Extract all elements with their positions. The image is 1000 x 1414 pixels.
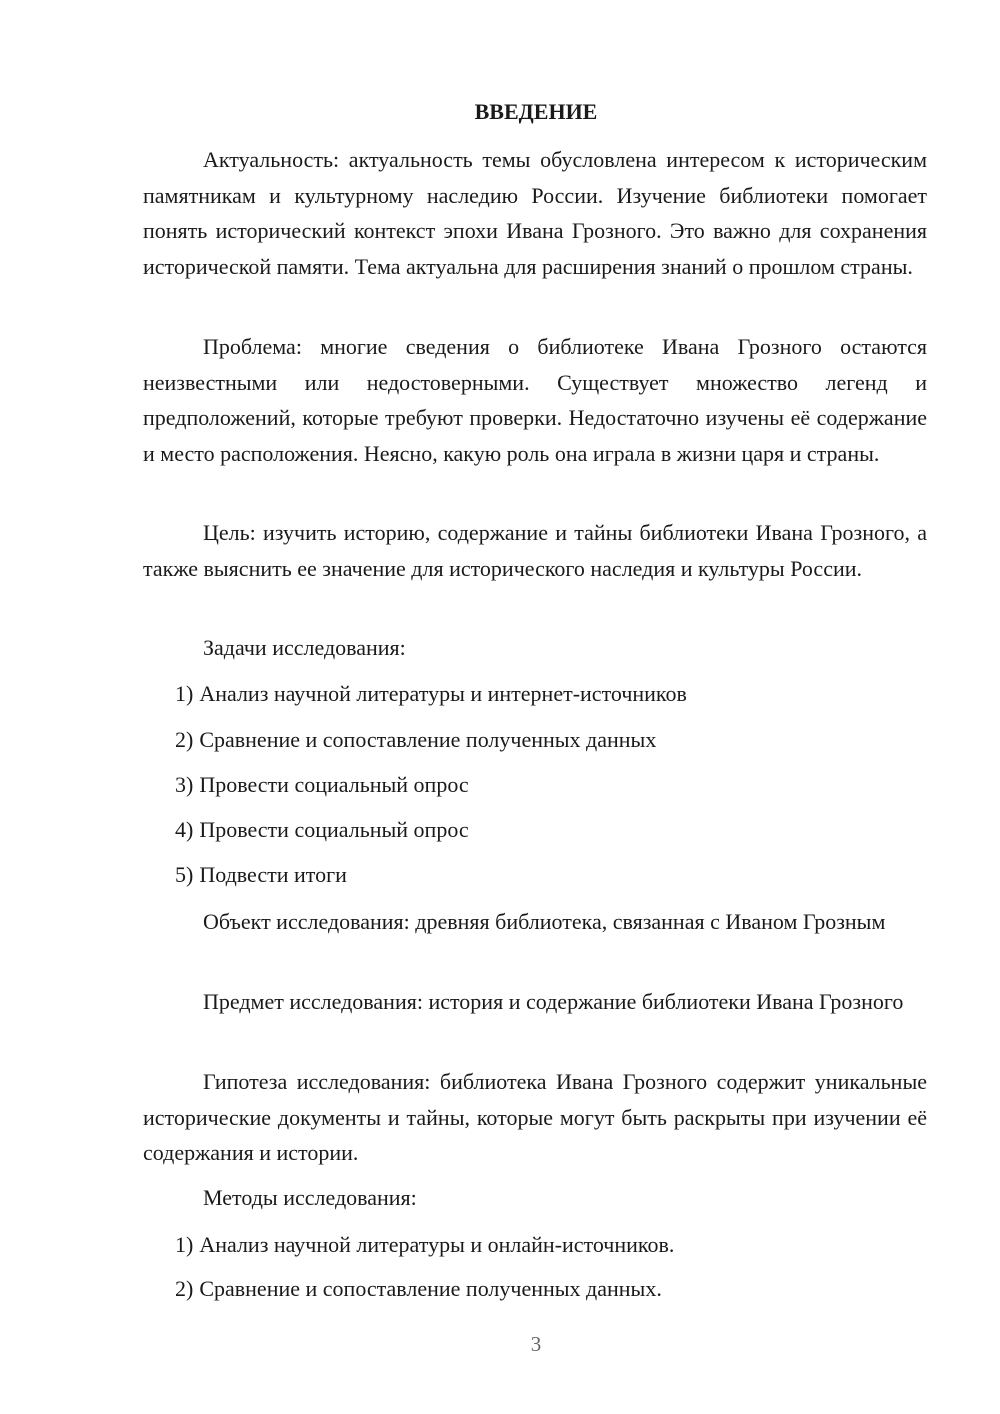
relevance-paragraph: Актуальность: актуальность темы обусловлена интересом к историческим памятникам и культурному наследию России. Изучение библиотеки помогает понять исторический контекст эпохи Ивана Грозного. Это важно для сохранения исторической памяти. Тема актуальна для расширения знаний о прошлом страны. xyxy=(143,147,927,279)
task-text: Провести социальный опрос xyxy=(199,817,469,842)
task-number: 2) xyxy=(175,727,194,752)
method-item xyxy=(175,1271,662,1306)
task-item xyxy=(175,676,687,711)
tasks-heading: Задачи исследования: xyxy=(203,635,406,660)
problem-paragraph: Проблема: многие сведения о библиотеке Ивана Грозного остаются неизвестными или недостоверными. Существует множество легенд и предположений, которые требуют проверки. Недостаточно изучены её содержание и место расположения. Неясно, какую роль она играла в жизни царя и страны. xyxy=(143,334,927,466)
goal-paragraph: Цель: изучить историю, содержание и тайны библиотеки Ивана Грозного, а также выяснить ее значение для исторического наследия и культуры России. xyxy=(143,520,927,581)
task-text: Анализ научной литературы и интернет-источников xyxy=(199,681,687,706)
task-item xyxy=(175,857,347,892)
task-text: Подвести итоги xyxy=(199,862,347,887)
task-item xyxy=(175,812,469,847)
method-number: 2) xyxy=(175,1276,194,1301)
task-item xyxy=(175,767,469,802)
task-number: 3) xyxy=(175,772,194,797)
page-number: 3 xyxy=(530,1332,542,1356)
task-item xyxy=(175,722,656,757)
object-paragraph: Объект исследования: древняя библиотека, связанная с Иваном Грозным xyxy=(203,909,886,934)
method-text: Сравнение и сопоставление полученных данных. xyxy=(199,1276,662,1301)
method-text: Анализ научной литературы и онлайн-источников. xyxy=(199,1232,675,1257)
method-item xyxy=(175,1227,674,1262)
hypothesis-paragraph: Гипотеза исследования: библиотека Ивана Грозного содержит уникальные исторические документы и тайны, которые могут быть раскрыты при изучении её содержания и истории. xyxy=(143,1069,927,1165)
page-title: ВВЕДЕНИЕ xyxy=(474,99,598,124)
task-number: 1) xyxy=(175,681,194,706)
task-text: Провести социальный опрос xyxy=(199,772,469,797)
method-number: 1) xyxy=(175,1232,194,1257)
task-text: Сравнение и сопоставление полученных данных xyxy=(199,727,657,752)
task-number: 5) xyxy=(175,862,194,887)
methods-heading: Методы исследования: xyxy=(203,1185,417,1210)
task-number: 4) xyxy=(175,817,194,842)
subject-paragraph: Предмет исследования: история и содержание библиотеки Ивана Грозного xyxy=(203,989,904,1014)
